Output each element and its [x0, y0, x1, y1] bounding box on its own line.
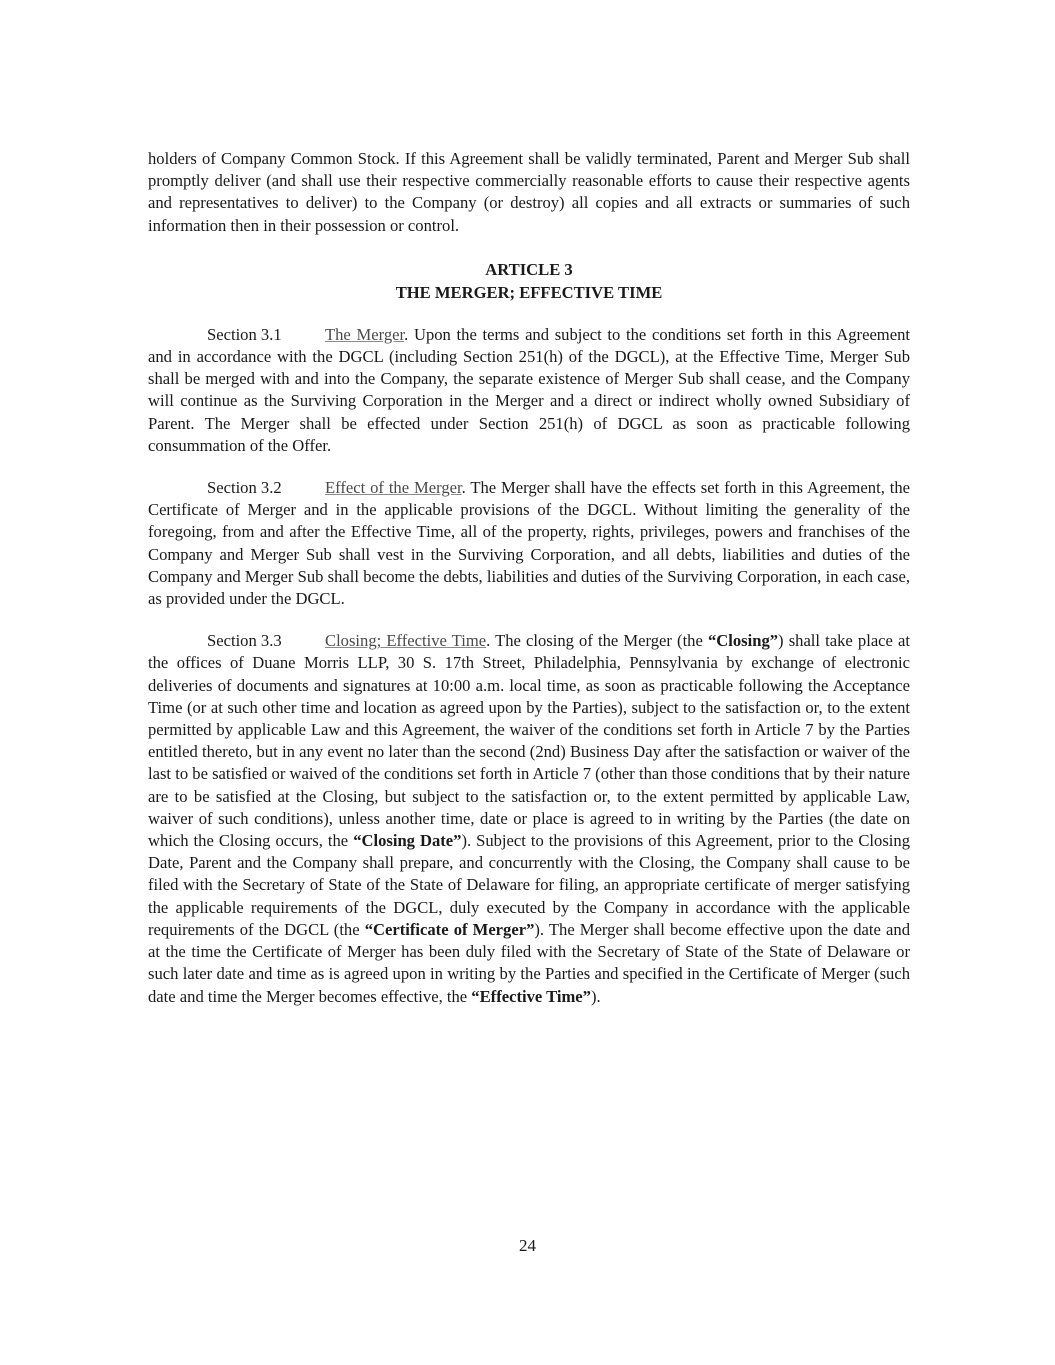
defined-term-effective-time: “Effective Time”: [471, 986, 591, 1006]
section-body: . The closing of the Merger (the: [486, 631, 708, 651]
section-body: ). Subject to the provisions of this Agreement, prior to the Closing Date, Parent and the Company shall prepare, and concurrently with the Closing, the Company shall cause to be filed with the Secretary of State of the State of Delaware for filing, an appropriate certificate of merger satisfying the applicable requirements of the DGCL, duly executed by the Company in accordance with the applicable requirements of the DGCL (the: [148, 831, 910, 939]
article-number: ARTICLE 3: [485, 259, 573, 279]
document-page: [148, 148, 910, 1008]
defined-term-certificate-of-merger: “Certificate of Merger”: [364, 919, 535, 939]
section-body: ) shall take place at the offices of Duane Morris LLP, 30 S. 17th Street, Philadelphia, Pennsylvania by exchange of electronic deliveries of documents and signatures at 10:00 a.m. local time, as soon as practicable following the Acceptance Time (or at such other time and location as agreed upon by the Parties), subject to the satisfaction or, to the extent permitted by applicable Law and this Agreement, the waiver of the conditions set forth in Article 7 by the Parties entitled thereto, but in any event no later than the second (2nd) Business Day after the satisfaction or waiver of the last to be satisfied or waived of the conditions set forth in Article 7 (other than those conditions that by their nature are to be satisfied at the Closing, but subject to the satisfaction or, to the extent permitted by applicable Law, waiver of such conditions), unless another time, date or place is agreed to in writing by the Parties (the date on which the Closing occurs, the: [148, 631, 911, 851]
section-heading: Effect of the Merger: [325, 478, 462, 498]
section-number: Section 3.1: [207, 324, 282, 344]
section-body: . Upon the terms and subject to the conditions set forth in this Agreement and in accordance with the DGCL (including Section 251(h) of the DGCL), at the Effective Time, Merger Sub shall be merged with and into the Company, the separate existence of Merger Sub shall cease, and the Company will continue as the Surviving Corporation in the Merger and a direct or indirect wholly owned Subsidiary of Parent. The Merger shall be effected under Section 251(h) of DGCL as soon as practicable following consummation of the Offer.: [148, 324, 910, 455]
section-body: . The Merger shall have the effects set forth in this Agreement, the Certificate of Merger and in the applicable provisions of the DGCL. Without limiting the generality of the foregoing, from and after the Effective Time, all of the property, rights, privileges, powers and franchises of the Company and Merger Sub shall vest in the Surviving Corporation, and all debts, liabilities and duties of the Company and Merger Sub shall become the debts, liabilities and duties of the Surviving Corporation, in each case, as provided under the DGCL.: [148, 478, 910, 609]
defined-term-closing-date: “Closing Date”: [353, 831, 462, 851]
section-heading: Closing; Effective Time: [325, 631, 487, 651]
section-number: Section 3.3: [207, 631, 282, 651]
article-heading: [148, 258, 910, 304]
intro-paragraph: holders of Company Common Stock. If this Agreement shall be validly terminated, Parent and Merger Sub shall promptly deliver (and shall use their respective commercially reasonable efforts to cause their respective agents and representatives to deliver) to the Company (or destroy) all copies and all extracts or summaries of such information then in their possession or control.: [148, 149, 910, 235]
section-body: ).: [590, 986, 601, 1006]
section-number: Section 3.2: [207, 478, 282, 498]
section-heading: The Merger: [325, 324, 405, 344]
section-3-3: [148, 630, 910, 1007]
article-title: THE MERGER; EFFECTIVE TIME: [395, 282, 663, 302]
section-body: ). The Merger shall become effective upon the date and at the time the Certificate of Merger has been duly filed with the Secretary of State of the State of Delaware or such later date and time as is agreed upon in writing by the Parties and specified in the Certificate of Merger (such date and time the Merger becomes effective, the: [148, 919, 910, 1006]
section-3-1: [148, 324, 910, 457]
page-number: 24: [519, 1236, 536, 1255]
section-3-2: [148, 477, 910, 610]
defined-term-closing: “Closing”: [707, 631, 779, 651]
